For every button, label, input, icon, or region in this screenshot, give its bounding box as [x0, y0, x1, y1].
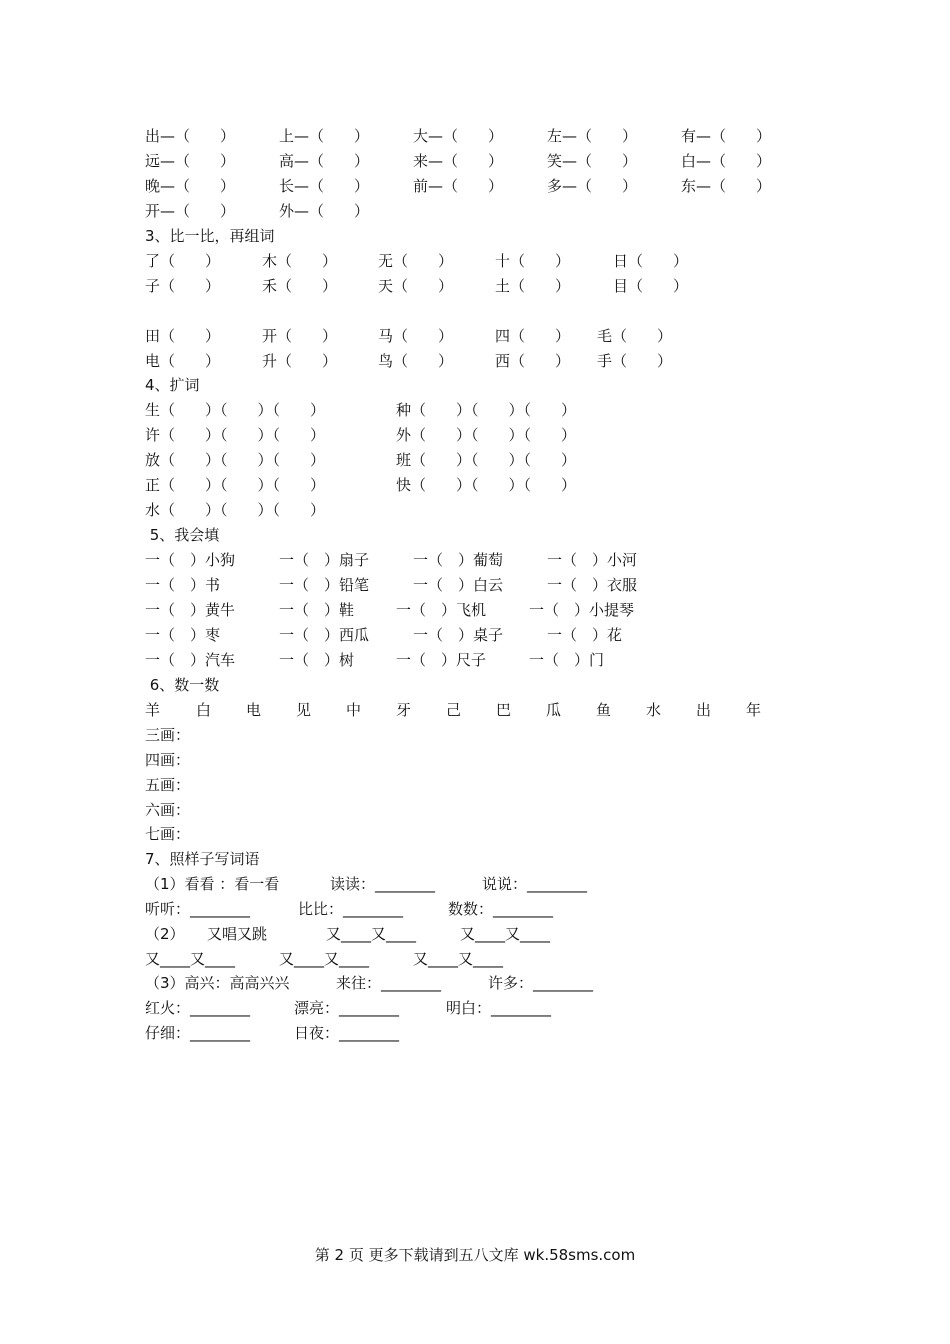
measure-item: 一（ ）葡萄 — [413, 551, 504, 569]
antonym-item: 开—（ ） — [145, 202, 236, 220]
antonym-item: 来—（ ） — [413, 152, 504, 170]
antonym-row — [0, 199, 950, 223]
measure-row — [0, 573, 950, 597]
measure-item: 一（ ）飞机 — [396, 601, 487, 619]
stroke-char-row — [0, 698, 950, 722]
expand-row — [0, 498, 950, 522]
measure-item: 一（ ）门 — [529, 651, 605, 669]
pattern-row — [0, 922, 950, 946]
measure-item: 一（ ）衣服 — [547, 576, 638, 594]
stroke-count-row — [0, 798, 950, 822]
antonym-item: 出—（ ） — [145, 127, 236, 145]
expand-item: 放（ ）（ ）（ ） — [145, 451, 326, 469]
pattern-row — [0, 971, 950, 995]
measure-item: 一（ ）小狗 — [145, 551, 236, 569]
compare-item: 禾（ ） — [262, 277, 338, 295]
section-heading — [0, 673, 950, 697]
antonym-item: 前—（ ） — [413, 177, 504, 195]
expand-item: 水（ ）（ ）（ ） — [145, 501, 326, 519]
pattern-item: （3）高兴：高高兴兴 — [145, 974, 290, 992]
antonym-item: 大—（ ） — [413, 127, 504, 145]
compare-item: 毛（ ） — [597, 327, 673, 345]
antonym-item: 有—（ ） — [681, 127, 772, 145]
measure-item: 一（ ）白云 — [413, 576, 504, 594]
pattern-item: 红火：________ — [145, 999, 251, 1017]
measure-item: 一（ ）黄牛 — [145, 601, 236, 619]
stroke-char: 鱼 — [596, 701, 612, 719]
compare-item: 木（ ） — [262, 252, 338, 270]
stroke-char: 羊 — [145, 701, 161, 719]
measure-item: 一（ ）汽车 — [145, 651, 236, 669]
compare-row — [0, 274, 950, 298]
stroke-count-label: 五画： — [145, 776, 191, 794]
section-heading — [0, 847, 950, 871]
antonym-item: 高—（ ） — [279, 152, 370, 170]
antonym-row — [0, 174, 950, 198]
expand-row — [0, 398, 950, 422]
stroke-count-label: 三画： — [145, 726, 191, 744]
compare-row — [0, 324, 950, 348]
measure-item: 一（ ）尺子 — [396, 651, 487, 669]
compare-item: 十（ ） — [495, 252, 571, 270]
pattern-row — [0, 1021, 950, 1045]
compare-item: 目（ ） — [613, 277, 689, 295]
stroke-char: 见 — [296, 701, 312, 719]
stroke-count-label: 七画： — [145, 825, 191, 843]
antonym-item: 远—（ ） — [145, 152, 236, 170]
section-4-title: 4、扩词 — [145, 376, 200, 394]
compare-row — [0, 249, 950, 273]
pattern-item: 又____又____ — [145, 950, 236, 968]
expand-item: 种（ ）（ ）（ ） — [396, 401, 577, 419]
stroke-count-row — [0, 773, 950, 797]
measure-row — [0, 598, 950, 622]
stroke-char: 水 — [646, 701, 662, 719]
compare-item: 鸟（ ） — [378, 352, 454, 370]
section-5-title: 5、我会填 — [145, 526, 220, 544]
pattern-item: 又____又____ — [279, 950, 370, 968]
pattern-item: 又____又____ — [326, 925, 417, 943]
expand-item: 许（ ）（ ）（ ） — [145, 426, 326, 444]
measure-item: 一（ ）树 — [279, 651, 355, 669]
compare-item: 开（ ） — [262, 327, 338, 345]
measure-item: 一（ ）鞋 — [279, 601, 355, 619]
antonym-item: 笑—（ ） — [547, 152, 638, 170]
antonym-item: 东—（ ） — [681, 177, 772, 195]
compare-item: 手（ ） — [597, 352, 673, 370]
compare-row — [0, 349, 950, 373]
measure-item: 一（ ）西瓜 — [279, 626, 370, 644]
compare-item: 了（ ） — [145, 252, 221, 270]
compare-item: 子（ ） — [145, 277, 221, 295]
expand-row — [0, 448, 950, 472]
antonym-item: 晚—（ ） — [145, 177, 236, 195]
pattern-row — [0, 947, 950, 971]
measure-item: 一（ ）枣 — [145, 626, 221, 644]
stroke-char: 中 — [346, 701, 362, 719]
pattern-item: 仔细：________ — [145, 1024, 251, 1042]
section-7-title: 7、照样子写词语 — [145, 850, 260, 868]
measure-item: 一（ ）铅笔 — [279, 576, 370, 594]
measure-item: 一（ ）小提琴 — [529, 601, 635, 619]
measure-row — [0, 648, 950, 672]
compare-item: 日（ ） — [613, 252, 689, 270]
stroke-char: 瓜 — [546, 701, 562, 719]
measure-row — [0, 623, 950, 647]
pattern-item: 日夜：________ — [294, 1024, 400, 1042]
stroke-count-row — [0, 822, 950, 846]
section-heading — [0, 224, 950, 248]
measure-row — [0, 548, 950, 572]
pattern-item: 漂亮：________ — [294, 999, 400, 1017]
antonym-item: 左—（ ） — [547, 127, 638, 145]
measure-item: 一（ ）书 — [145, 576, 221, 594]
pattern-item: 明白：________ — [446, 999, 552, 1017]
pattern-item: 来往：________ — [336, 974, 442, 992]
expand-item: 生（ ）（ ）（ ） — [145, 401, 326, 419]
pattern-item: 数数：________ — [448, 900, 554, 918]
expand-item: 快（ ）（ ）（ ） — [396, 476, 577, 494]
pattern-row — [0, 897, 950, 921]
measure-item: 一（ ）桌子 — [413, 626, 504, 644]
antonym-item: 外—（ ） — [279, 202, 370, 220]
page-footer: 第 2 页 更多下载请到五八文库 wk.58sms.com — [314, 1246, 636, 1264]
expand-item: 正（ ）（ ）（ ） — [145, 476, 326, 494]
section-6-title: 6、数一数 — [145, 676, 220, 694]
stroke-count-label: 六画： — [145, 801, 191, 819]
pattern-item: 说说：________ — [482, 875, 588, 893]
antonym-item: 白—（ ） — [681, 152, 772, 170]
section-3-title: 3、比一比，再组词 — [145, 227, 275, 245]
section-heading — [0, 373, 950, 397]
stroke-char: 己 — [446, 701, 462, 719]
stroke-char: 白 — [196, 701, 212, 719]
pattern-item: 比比：________ — [298, 900, 404, 918]
compare-item: 升（ ） — [262, 352, 338, 370]
antonym-row — [0, 124, 950, 148]
stroke-char: 巴 — [496, 701, 512, 719]
measure-item: 一（ ）小河 — [547, 551, 638, 569]
antonym-row — [0, 149, 950, 173]
compare-item: 天（ ） — [378, 277, 454, 295]
compare-item: 土（ ） — [495, 277, 571, 295]
pattern-item: 又____又____ — [413, 950, 504, 968]
compare-item: 电（ ） — [145, 352, 221, 370]
pattern-row — [0, 872, 950, 896]
compare-item: 无（ ） — [378, 252, 454, 270]
compare-item: 四（ ） — [495, 327, 571, 345]
stroke-char: 出 — [696, 701, 712, 719]
stroke-char: 年 — [746, 701, 762, 719]
antonym-item: 长—（ ） — [279, 177, 370, 195]
expand-row — [0, 423, 950, 447]
stroke-count-row — [0, 748, 950, 772]
section-heading — [0, 523, 950, 547]
expand-item: 外（ ）（ ）（ ） — [396, 426, 577, 444]
pattern-item: （2） 又唱又跳 — [145, 925, 268, 943]
pattern-item: （1）看看 ：看一看 — [145, 875, 280, 893]
measure-item: 一（ ）花 — [547, 626, 623, 644]
compare-item: 西（ ） — [495, 352, 571, 370]
pattern-row — [0, 996, 950, 1020]
compare-item: 马（ ） — [378, 327, 454, 345]
expand-row — [0, 473, 950, 497]
stroke-count-label: 四画： — [145, 751, 191, 769]
pattern-item: 许多：________ — [488, 974, 594, 992]
stroke-char: 电 — [246, 701, 262, 719]
antonym-item: 上—（ ） — [279, 127, 370, 145]
measure-item: 一（ ）扇子 — [279, 551, 370, 569]
pattern-item: 听听：________ — [145, 900, 251, 918]
stroke-char: 牙 — [396, 701, 412, 719]
pattern-item: 读读：________ — [330, 875, 436, 893]
antonym-item: 多—（ ） — [547, 177, 638, 195]
expand-item: 班（ ）（ ）（ ） — [396, 451, 577, 469]
stroke-count-row — [0, 723, 950, 747]
pattern-item: 又____又____ — [460, 925, 551, 943]
compare-item: 田（ ） — [145, 327, 221, 345]
